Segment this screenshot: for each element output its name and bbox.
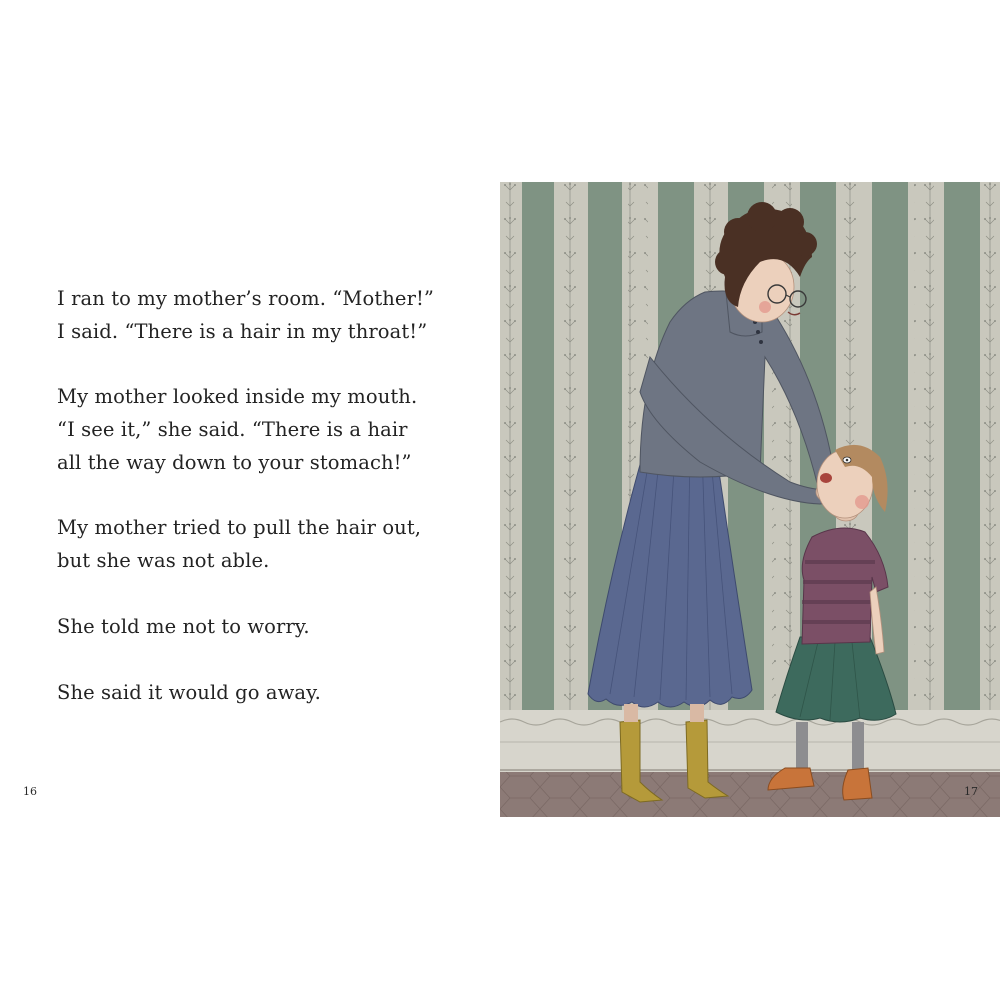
paragraph-2 [57,380,417,479]
paragraph-3 [57,511,421,577]
paragraph-5 [57,676,321,709]
text-line: “I see it,” she said. “There is a hair [57,418,408,441]
page-number-right: 17 [964,785,978,798]
text-line: all the way down to your stomach!” [57,451,412,474]
text-line: I ran to my mother’s room. “Mother!” [57,287,435,310]
illustration-svg [500,182,1000,817]
text-line: My mother tried to pull the hair out, [57,516,422,539]
text-line: My mother looked inside my mouth. [57,385,418,408]
text-line: but she was not able. [57,549,270,572]
text-line: She said it would go away. [57,681,321,704]
text-line: She told me not to worry. [57,615,310,638]
text-line: I said. “There is a hair in my throat!” [57,320,428,343]
paragraph-4 [57,610,310,643]
illustration [500,182,1000,817]
paragraph-1 [57,282,434,348]
page-number-left: 16 [23,785,37,798]
